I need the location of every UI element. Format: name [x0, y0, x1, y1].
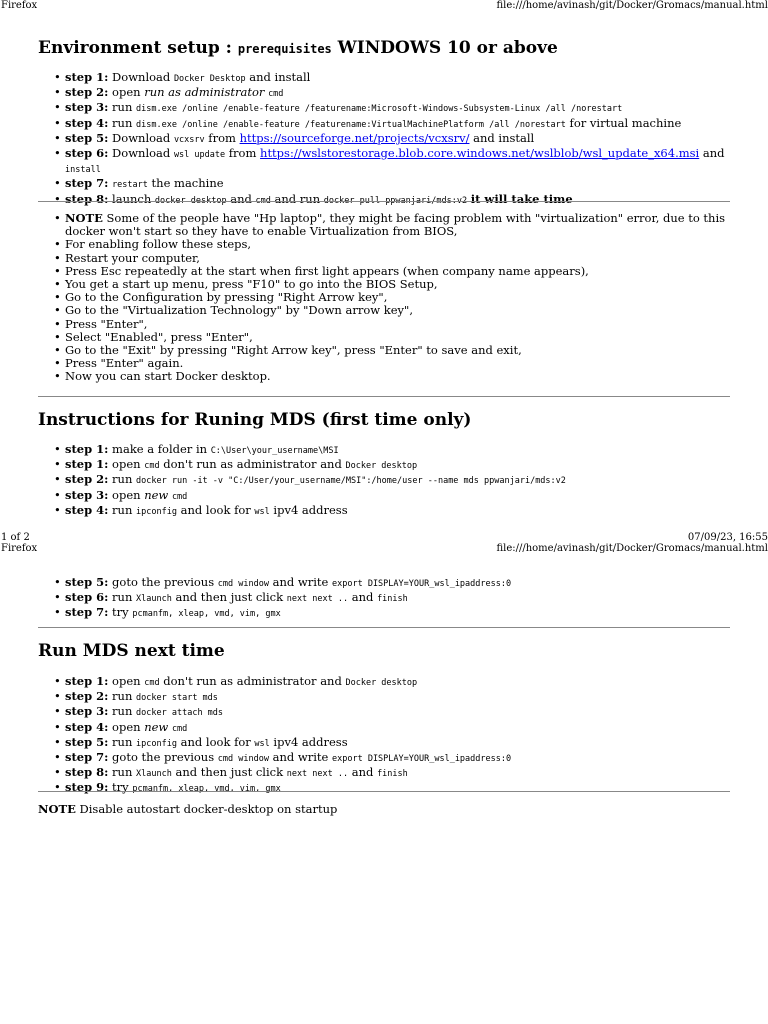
final-note-text: NOTE Disable autostart docker-desktop on startup — [38, 802, 338, 816]
list-item: • Now you can start Docker desktop. — [65, 370, 730, 383]
list-item: • step 3: run docker attach mds — [65, 705, 730, 720]
divider — [38, 791, 730, 792]
vcxsrv-link[interactable]: https://sourceforge.net/projects/vcxsrv/ — [239, 130, 470, 145]
next-run-heading: Run MDS next time — [38, 641, 225, 661]
hp-note-section — [38, 212, 730, 384]
first-run-section — [38, 409, 730, 519]
print-header-url: file:///home/avinash/git/Docker/Gromacs/manual.html — [496, 0, 768, 11]
list-item: • step 2: run docker start mds — [65, 690, 730, 705]
list-item: • Press "Enter", — [65, 318, 730, 331]
first-run-continued — [38, 576, 730, 622]
next-run-section — [38, 640, 730, 797]
final-note — [38, 803, 730, 816]
list-item: • step 4: run dism.exe /online /enable-feature /featurename:VirtualMachinePlatform /all /norestart for virtual machine — [65, 117, 730, 132]
list-item: • For enabling follow these steps, — [65, 238, 730, 251]
list-item: • step 2: open run as administrator cmd — [65, 86, 730, 101]
list-item: • Go to the "Virtualization Technology" by "Down arrow key", — [65, 304, 730, 317]
list-item: • step 8: launch docker desktop and cmd and run docker pull ppwanjari/mds:v2 it will take time — [65, 193, 730, 208]
divider — [38, 627, 730, 628]
list-item: • Go to the Configuration by pressing "Right Arrow key", — [65, 291, 730, 304]
divider — [38, 396, 730, 397]
list-item: • Restart your computer, — [65, 252, 730, 265]
list-item: • step 7: restart the machine — [65, 177, 730, 192]
list-item: • step 1: Download Docker Desktop and install — [65, 71, 730, 86]
hp-note-list — [38, 212, 730, 384]
list-item: • step 3: open new cmd — [65, 489, 730, 504]
print-footer-datetime: 07/09/23, 16:55 — [687, 532, 768, 543]
first-run-heading: Instructions for Runing MDS (first time only) — [38, 410, 472, 430]
print-footer-page-number: 1 of 2 — [1, 532, 30, 543]
print-header-browser: Firefox — [1, 543, 38, 554]
environment-setup-section — [38, 37, 730, 208]
list-item: • step 7: goto the previous cmd window and write export DISPLAY=YOUR_wsl_ipaddress:0 — [65, 751, 730, 766]
list-item: • Press Esc repeatedly at the start when first light appears (when company name appears), — [65, 265, 730, 278]
list-item: • step 1: open cmd don't run as administrator and Docker desktop — [65, 675, 730, 690]
list-item: • step 5: Download vcxsrv from https://sourceforge.net/projects/vcxsrv/ and install — [65, 132, 730, 147]
list-item: • step 4: run ipconfig and look for wsl ipv4 address — [65, 504, 730, 519]
list-item: • step 7: try pcmanfm, xleap, vmd, vim, gmx — [65, 606, 730, 621]
list-item: • step 1: make a folder in C:\User\your_username\MSI — [65, 443, 730, 458]
list-item: • step 3: run dism.exe /online /enable-feature /featurename:Microsoft-Windows-Subsystem-Linux /all /norestart — [65, 101, 730, 116]
print-header-browser: Firefox — [1, 0, 38, 11]
list-item: • step 2: run docker run -it -v "C:/User/your_username/MSI":/home/user --name mds ppwanjari/mds:v2 — [65, 473, 730, 488]
environment-setup-heading: Environment setup : prerequisites WINDOWS 10 or above — [38, 38, 558, 58]
list-item: • You get a start up menu, press "F10" to go into the BIOS Setup, — [65, 278, 730, 291]
list-item: • NOTE Some of the people have "Hp laptop", they might be facing problem with "virtualization" error, due to this docker won't start so they have to enable Virtualization from BIOS, — [65, 212, 730, 238]
list-item: • step 6: Download wsl update from https://wslstorestorage.blob.core.windows.net/wslblob/wsl_update_x64.msi and install — [65, 147, 730, 177]
first-run-steps-list-continued — [38, 576, 730, 622]
list-item: • Go to the "Exit" by pressing "Right Arrow key", press "Enter" to save and exit, — [65, 344, 730, 357]
print-header-url: file:///home/avinash/git/Docker/Gromacs/manual.html — [496, 543, 768, 554]
divider — [38, 201, 730, 202]
list-item: • step 6: run Xlaunch and then just click next next .. and finish — [65, 591, 730, 606]
environment-steps-list — [38, 71, 730, 208]
first-run-steps-list — [38, 443, 730, 519]
list-item: • step 9: try pcmanfm, xleap, vmd, vim, gmx — [65, 781, 730, 796]
list-item: • step 5: run ipconfig and look for wsl ipv4 address — [65, 736, 730, 751]
list-item: • Press "Enter" again. — [65, 357, 730, 370]
list-item: • step 5: goto the previous cmd window and write export DISPLAY=YOUR_wsl_ipaddress:0 — [65, 576, 730, 591]
list-item: • step 8: run Xlaunch and then just click next next .. and finish — [65, 766, 730, 781]
list-item: • step 1: open cmd don't run as administrator and Docker desktop — [65, 458, 730, 473]
next-run-steps-list — [38, 675, 730, 797]
wsl-update-link[interactable]: https://wslstorestorage.blob.core.windows.net/wslblob/wsl_update_x64.msi — [260, 146, 700, 161]
list-item: • step 4: open new cmd — [65, 721, 730, 736]
list-item: • Select "Enabled", press "Enter", — [65, 331, 730, 344]
